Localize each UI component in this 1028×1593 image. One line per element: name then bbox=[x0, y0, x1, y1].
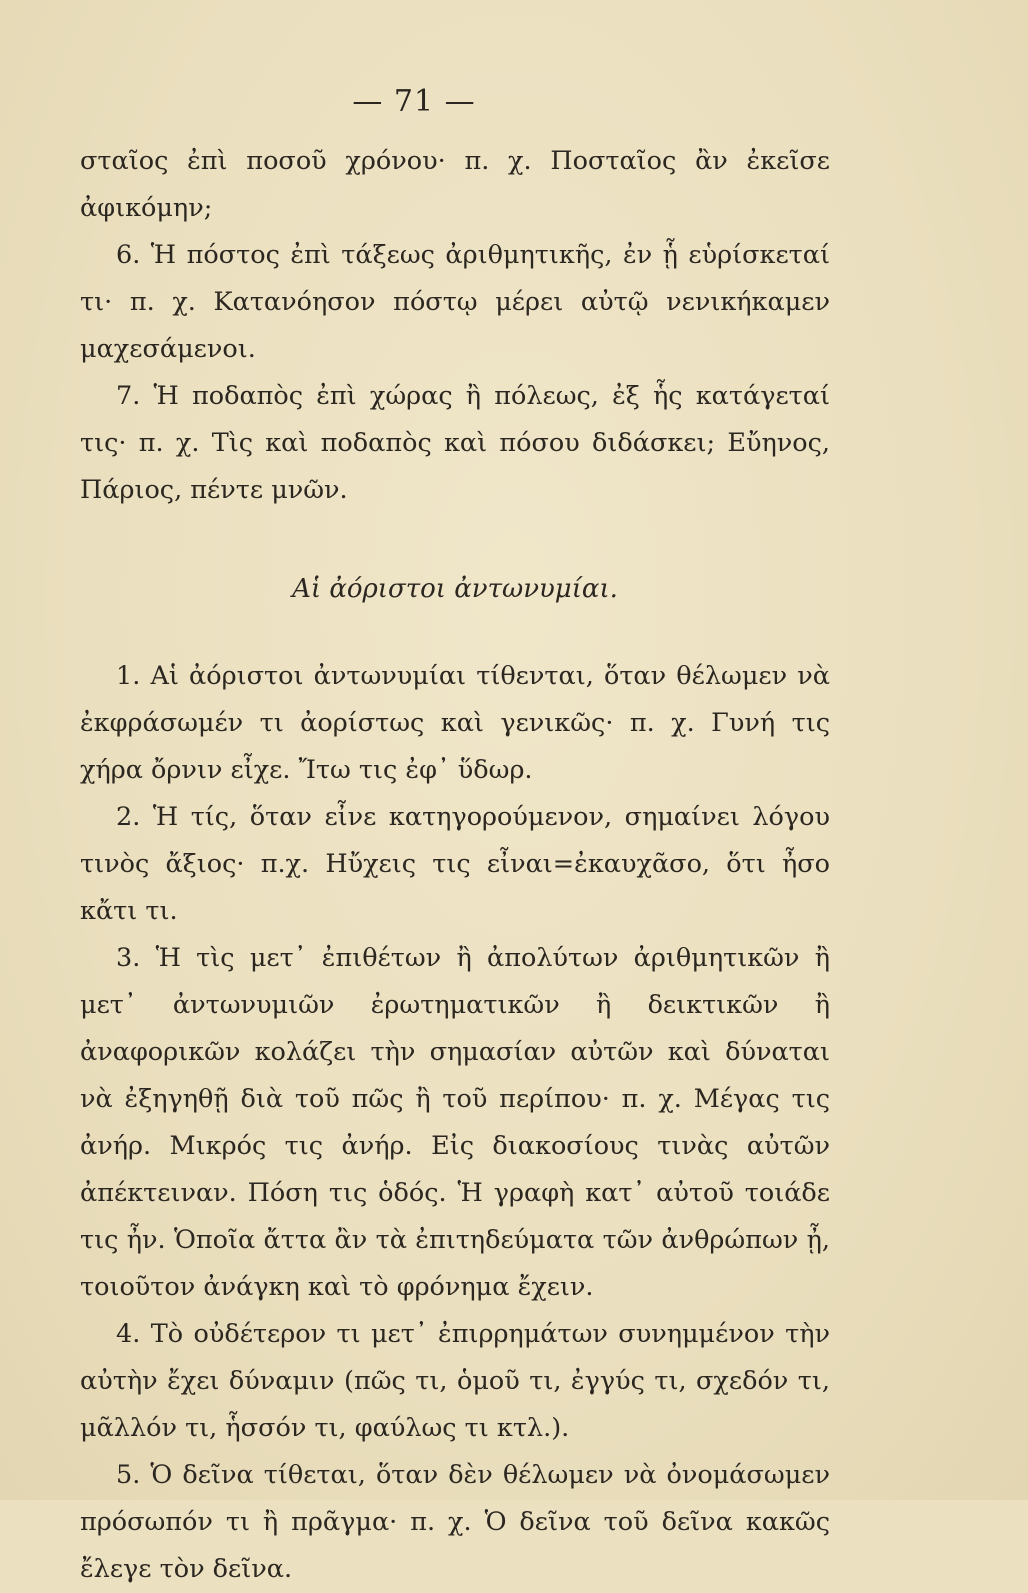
paragraph-continuation: σταῖος ἐπὶ ποσοῦ χρόνου· π. χ. Ποσταῖος ἂν ἐκεῖσε ἀφικόμην; bbox=[80, 146, 830, 223]
paragraph-1: 1. Αἱ ἀόριστοι ἀντωνυμίαι τίθενται, ὅταν θέλωμεν νὰ ἐκφράσωμέν τι ἀορίστως καὶ γενικῶς· π. χ. Γυνή τις χήρα ὄρνιν εἶχε. Ἴτω τις ἐφ᾽ ὕδωρ. bbox=[80, 661, 830, 785]
paragraph-6: 6. Ἡ πόστος ἐπὶ τάξεως ἀριθμητικῆς, ἐν ᾗ εὑρίσκεταί τι· π. χ. Κατανόησον πόστῳ μέρει αὐτῷ νενικήκαμεν μαχεσάμενοι. bbox=[80, 240, 830, 364]
section-heading: Αἱ ἀόριστοι ἀντωνυμίαι. bbox=[292, 574, 618, 604]
paragraph-5: 5. Ὁ δεῖνα τίθεται, ὅταν δὲν θέλωμεν νὰ ὀνομάσωμεν πρόσωπόν τι ἢ πρᾶγμα· π. χ. Ὁ δεῖνα τοῦ δεῖνα κακῶς ἔλεγε τὸν δεῖνα. bbox=[80, 1460, 830, 1584]
paragraph-2: 2. Ἡ τίς, ὅταν εἶνε κατηγορούμενον, σημαίνει λόγου τινὸς ἄξιος· π.χ. Ηὔχεις τις εἶναι=ἐκαυχᾶσο, ὅτι ἦσο κἄτι τι. bbox=[80, 802, 830, 926]
paragraph-3: 3. Ἡ τὶς μετ᾽ ἐπιθέτων ἢ ἀπολύτων ἀριθμητικῶν ἢ μετ᾽ ἀντωνυμιῶν ἐρωτηματικῶν ἢ δεικτικῶν ἢ ἀναφορικῶν κολάζει τὴν σημασίαν αὐτῶν καὶ δύναται νὰ ἐξηγηθῇ διὰ τοῦ πῶς ἢ τοῦ περίπου· π. χ. Μέγας τις ἀνήρ. Μικρός τις ἀνήρ. Εἰς διακοσίους τινὰς αὐτῶν ἀπέκτειναν. Πόση τις ὁδός. Ἡ γραφὴ κατ᾽ αὐτοῦ τοιάδε τις ἦν. Ὁποῖα ἄττα ἂν τὰ ἐπιτηδεύματα τῶν ἀνθρώπων ᾖ, τοιοῦτον ἀνάγκη καὶ τὸ φρόνημα ἔχειν. bbox=[80, 943, 830, 1302]
body-text bbox=[80, 138, 830, 1593]
page-number: — 71 — bbox=[352, 84, 476, 119]
paragraph-4: 4. Τὸ οὐδέτερον τι μετ᾽ ἐπιρρημάτων συνημμένον τὴν αὐτὴν ἔχει δύναμιν (πῶς τι, ὁμοῦ τι, ἐγγύς τι, σχεδόν τι, μᾶλλόν τι, ἧσσόν τι, φαύλως τι κτλ.). bbox=[80, 1319, 830, 1443]
paragraph-7: 7. Ἡ ποδαπὸς ἐπὶ χώρας ἢ πόλεως, ἐξ ἧς κατάγεταί τις· π. χ. Τὶς καὶ ποδαπὸς καὶ πόσου διδάσκει; Εὔηνος, Πάριος, πέντε μνῶν. bbox=[80, 381, 830, 505]
